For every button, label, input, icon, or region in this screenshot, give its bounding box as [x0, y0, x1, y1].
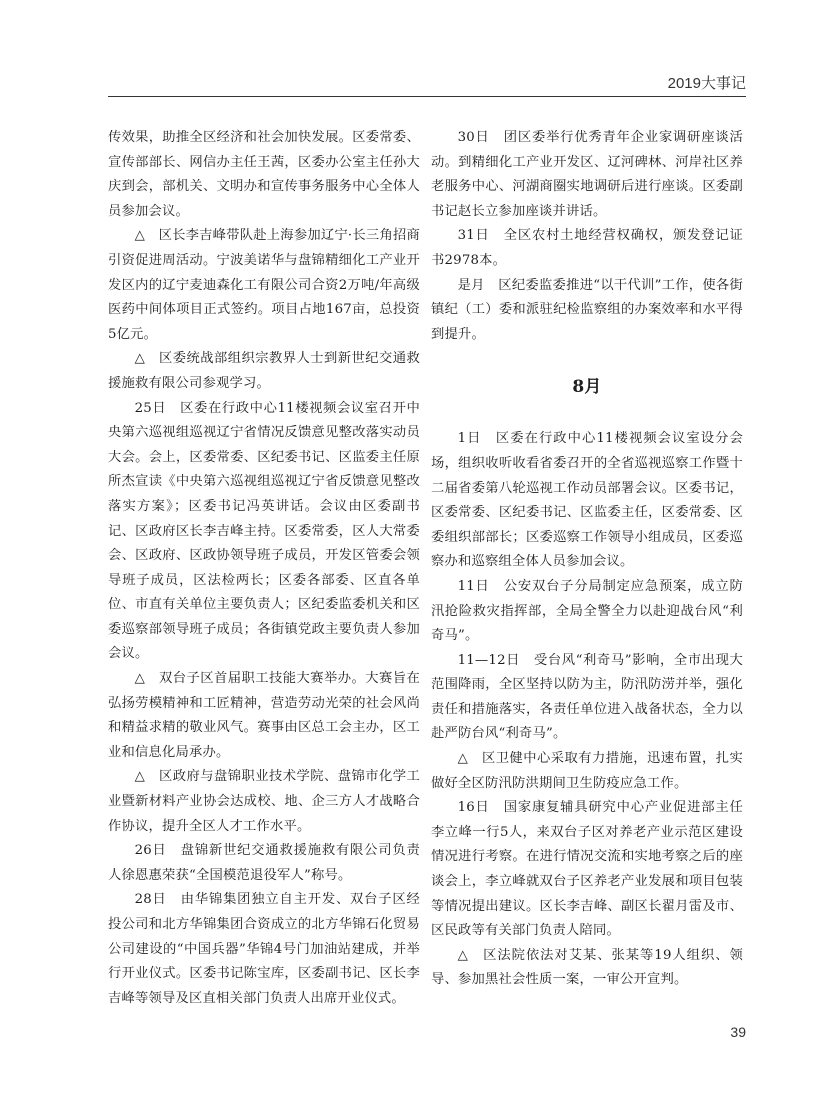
right-column [431, 126, 743, 993]
paragraph: 30日 团区委举行优秀青年企业家调研座谈活动。到精细化工产业开发区、辽河碑林、河岸社区养老服务中心、河湖商圈实地调研后进行座谈。区委副书记赵长立参加座谈并讲话。 [431, 130, 743, 219]
running-header: 2019大事记 [667, 75, 746, 92]
paragraph: △ 双台子区首届职工技能大赛举办。大赛旨在弘扬劳模精神和工匠精神，营造劳动光荣的社会风尚和精益求精的敬业风气。赛事由区总工会主办，区工业和信息化局承办。 [108, 671, 420, 760]
paragraph: △ 区卫健中心采取有力措施，迅速布置，扎实做好全区防汛防洪期间卫生防疫应急工作。 [431, 751, 743, 791]
paragraph: 31日 全区农村土地经营权确权，颁发登记证书2978本。 [431, 228, 743, 268]
page-number: 39 [730, 1024, 746, 1040]
paragraph: △ 区法院依法对艾某、张某等19人组织、领导、参加黑社会性质一案，一审公开宣判。 [431, 947, 743, 988]
paragraph: 26日 盘锦新世纪交通救援施救有限公司负责人徐恩惠荣获“全国模范退役军人”称号。 [108, 843, 420, 883]
header-rule [108, 96, 746, 97]
paragraph: 25日 区委在行政中心11楼视频会议室召开中央第六巡视组巡视辽宁省情况反馈意见整改落实动员大会。会上，区委常委、区纪委书记、区监委主任原所杰宣读《中央第六巡视组巡视辽宁省反馈意见整改落实方案》；区委书记冯英讲话。会议由区委副书记、区政府区长李吉峰主持。区委常委，区人大常委会、区政府、区政协领导班子成员，开发区管委会领导班子成员，区法检两长；区委各部委、区直各单位、市直有关单位主要负责人；区纪委监委机关和区委巡察部领导班子成员；各街镇党政主要负责人参加会议。 [108, 400, 420, 662]
month-heading: 8月 [572, 377, 602, 398]
paragraph: 11日 公安双台子分局制定应急预案，成立防汛抢险救灾指挥部，全局全警全力以赴迎战台风“利奇马”。 [431, 578, 743, 644]
left-column [108, 126, 420, 1011]
paragraph: 传效果，助推全区经济和社会加快发展。区委常委、宣传部部长、网信办主任王茜，区委办公室主任孙大庆到会，部机关、文明办和宣传事务服务中心全体人员参加会议。 [108, 130, 420, 219]
paragraph: △ 区政府与盘锦职业技术学院、盘锦市化学工业暨新材料产业协会达成校、地、企三方人才战略合作协议，提升全区人才工作水平。 [108, 769, 420, 834]
paragraph: 28日 由华锦集团独立自主开发、双台子区经投公司和北方华锦集团合资成立的北方华锦石化贸易公司建设的“中国兵器”华锦4号门加油站建成，并举行开业仪式。区委书记陈宝库，区委副书记、区长李吉峰等领导及区直相关部门负责人出席开业仪式。 [108, 892, 420, 1006]
paragraph: 11—12日 受台风“利奇马”影响，全市出现大范围降雨，全区坚持以防为主，防汛防涝并举，强化责任和措施落实，各责任单位进入战备状态，全力以赴严防台风“利奇马”。 [431, 652, 743, 742]
paragraph: 16日 国家康复辅具研究中心产业促进部主任李立峰一行5人，来双台子区对养老产业示范区建设情况进行考察。在进行情况交流和实地考察之后的座谈会上，李立峰就双台子区养老产业发展和项目包装等情况提出建议。区长李吉峰、副区长翟月雷及市、区民政等有关部门负责人陪同。 [431, 800, 743, 939]
paragraph: 是月 区纪委监委推进“以干代训”工作，使各街镇纪（工）委和派驻纪检监察组的办案效率和水平得到提升。 [431, 277, 743, 342]
paragraph: △ 区委统战部组织宗教界人士到新世纪交通救援施救有限公司参观学习。 [108, 351, 420, 391]
paragraph: 1日 区委在行政中心11楼视频会议室设分会场，组织收听收看省委召开的全省巡视巡察工作暨十二届省委第八轮巡视工作动员部署会议。区委书记，区委常委、区纪委书记、区监委主任，区委常委、区委组织部部长；区委巡察工作领导小组成员，区委巡察办和巡察组全体人员参加会议。 [431, 431, 743, 570]
paragraph: △ 区长李吉峰带队赴上海参加辽宁·长三角招商引资促进周活动。宁波美诺华与盘锦精细化工产业开发区内的辽宁麦迪森化工有限公司合资2万吨/年高级医药中间体项目正式签约。项目占地167亩，总投资5亿元。 [108, 228, 420, 342]
